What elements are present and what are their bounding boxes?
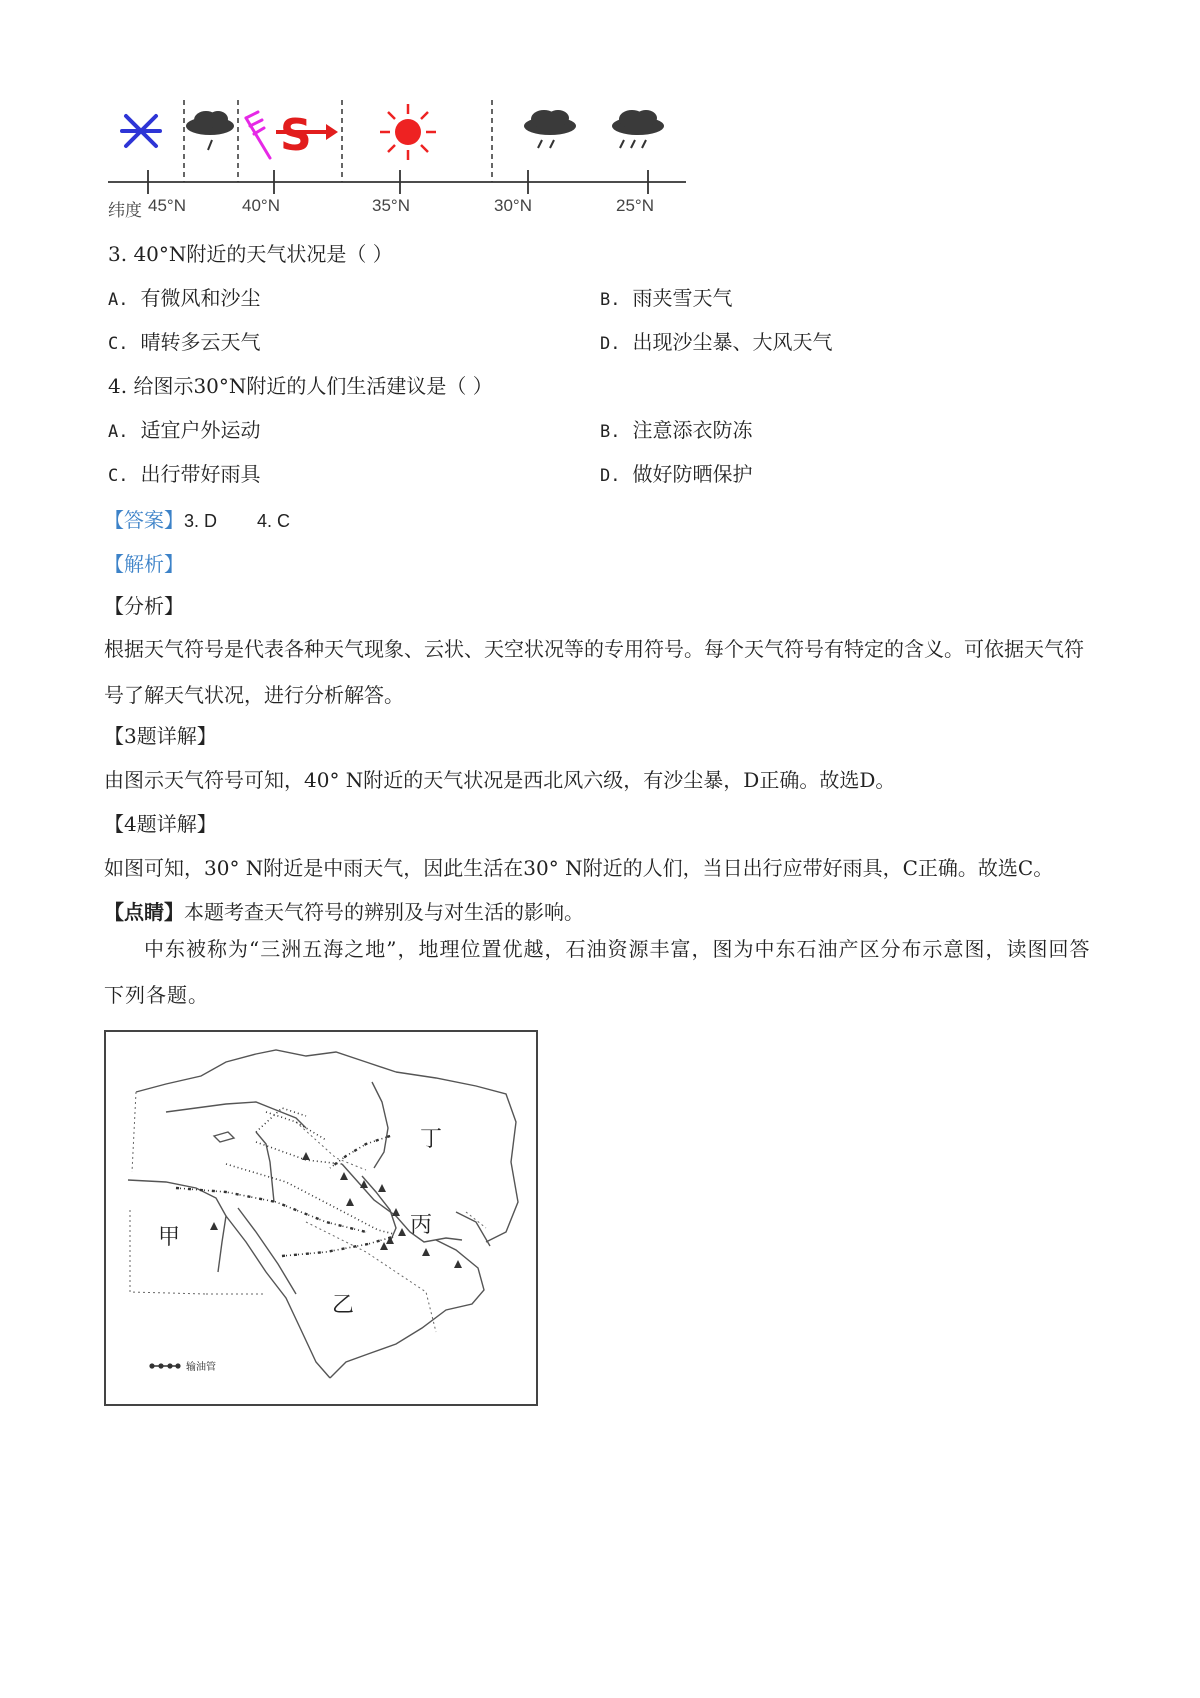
sandstorm-icon (276, 110, 338, 161)
latitude-label-40: 40°N (242, 196, 280, 215)
answer-line (104, 504, 290, 533)
question-3-stem: 3. 40°N附近的天气状况是（ ） (108, 242, 393, 266)
answer-4: 4. C (257, 511, 291, 531)
map-legend-label: 输油管 (186, 1362, 216, 1373)
question-4-option-a (108, 416, 260, 446)
answer-tag: 【答案】 (104, 508, 184, 532)
option-text: 雨夹雪天气 (632, 286, 733, 310)
map-label-bing: 丙 (410, 1213, 433, 1238)
option-label: A. (108, 422, 129, 442)
question-3-option-d (600, 328, 832, 358)
option-label: B. (600, 290, 621, 310)
latitude-label-35: 35°N (372, 196, 410, 215)
dianjing-text: 本题考查天气符号的辨别及与对生活的影响。 (184, 900, 584, 924)
question-3-option-b (600, 284, 732, 314)
detail-4-tag: 【4题详解】 (104, 812, 217, 836)
intro-paragraph: 中东被称为“三洲五海之地”，地理位置优越，石油资源丰富，图为中东石油产区分布示意图，读图回答下列各题。 (104, 937, 1091, 1007)
map-label-jia: 甲 (158, 1225, 181, 1250)
heavy-rain-icon (612, 110, 664, 148)
option-text: 适宜户外运动 (140, 418, 261, 442)
question-4-option-c (108, 460, 260, 490)
fenxi-text: 根据天气符号是代表各种天气现象、云状、天空状况等的专用符号。每个天气符号有特定的含义。可依据天气符号了解天气状况，进行分析解答。 (104, 637, 1084, 707)
option-label: C. (108, 466, 129, 486)
option-label: B. (600, 422, 621, 442)
option-text: 晴转多云天气 (140, 330, 261, 354)
option-label: D. (600, 334, 621, 354)
option-text: 做好防晒保护 (632, 462, 753, 486)
latitude-label-25: 25°N (616, 196, 654, 215)
latitude-axis-title: 纬度 (108, 201, 142, 220)
snow-icon (122, 116, 160, 146)
question-4-stem: 4. 给图示30°N附近的人们生活建议是（ ） (108, 374, 493, 398)
option-text: 注意添衣防冻 (632, 418, 753, 442)
sunny-icon (380, 104, 436, 160)
detail-4-text: 如图可知，30° N附近是中雨天气，因此生活在30° N附近的人们，当日出行应带好雨具，C正确。故选C。 (104, 856, 1054, 880)
weather-figure (108, 96, 688, 226)
option-label: A. (108, 290, 129, 310)
option-label: C. (108, 334, 129, 354)
answer-3: 3. D (184, 511, 218, 531)
detail-3-tag: 【3题详解】 (104, 724, 217, 748)
dianjing-tag: 【点睛】 (104, 900, 184, 924)
svg-text:S: S (280, 110, 312, 161)
question-3-option-c (108, 328, 260, 358)
map-label-yi: 乙 (332, 1293, 355, 1318)
question-4-option-d (600, 460, 752, 490)
map-svg (106, 1032, 536, 1404)
question-3-option-a (108, 284, 260, 314)
latitude-label-45: 45°N (148, 196, 186, 215)
option-text: 出行带好雨具 (140, 462, 261, 486)
fenxi-tag: 【分析】 (104, 594, 184, 618)
option-text: 有微风和沙尘 (140, 286, 261, 310)
latitude-label-30: 30°N (494, 196, 532, 215)
middle-east-map (104, 1030, 538, 1406)
dianjing-line (104, 898, 584, 926)
option-text: 出现沙尘暴、大风天气 (632, 330, 833, 354)
map-label-ding: 丁 (420, 1127, 443, 1152)
detail-3-text: 由图示天气符号可知，40° N附近的天气状况是西北风六级，有沙尘暴，D正确。故选D。 (104, 768, 896, 792)
question-4-option-b (600, 416, 752, 446)
analysis-tag: 【解析】 (104, 552, 184, 576)
option-label: D. (600, 466, 621, 486)
light-rain-icon (186, 111, 234, 150)
moderate-rain-icon (524, 110, 576, 148)
wind-icon (246, 112, 270, 158)
